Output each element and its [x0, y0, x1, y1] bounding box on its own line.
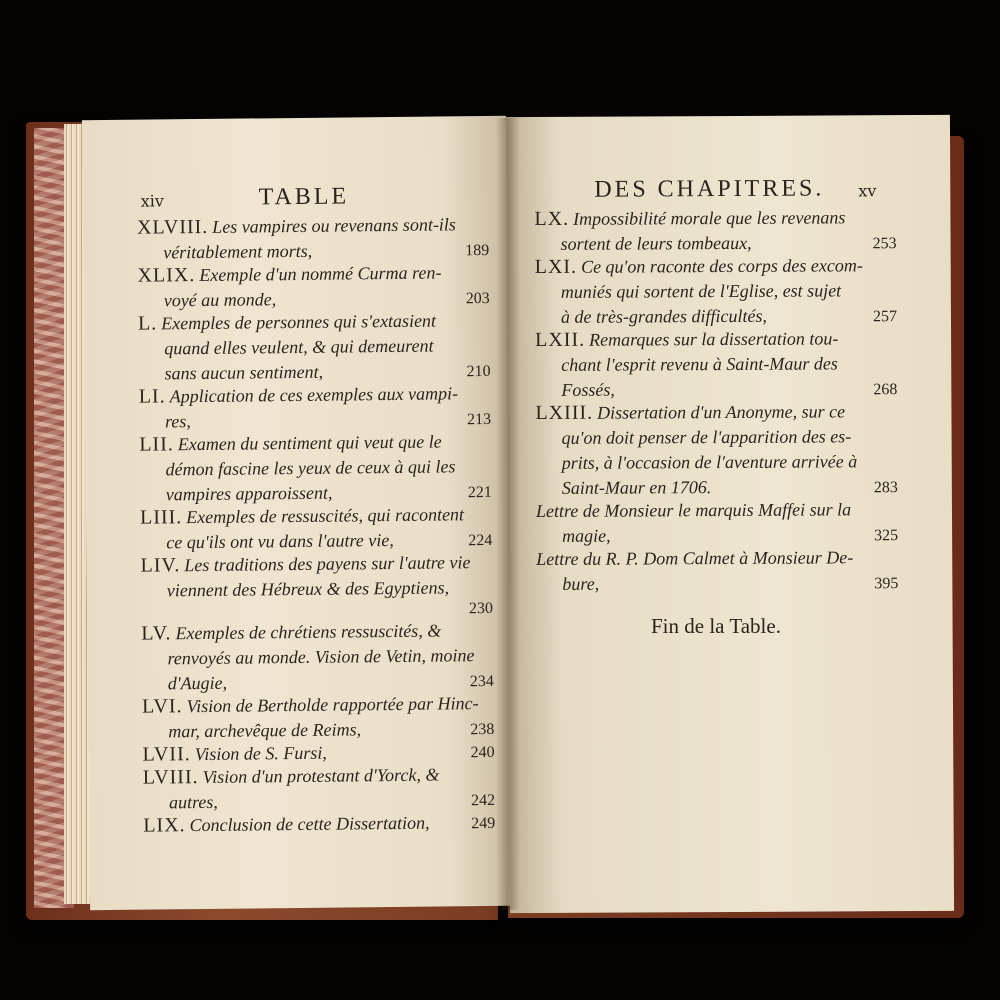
end-of-table: Fin de la Table. — [651, 614, 781, 638]
page-reference: 234 — [469, 672, 494, 691]
chapter-title-text: chant l'esprit revenu à Saint-Maur des — [561, 353, 838, 375]
chapter-number: LVII. — [142, 743, 191, 766]
toc-entry-line — [535, 351, 897, 378]
chapter-title-text: Exemple d'un nommé Curma ren- — [199, 262, 442, 286]
toc-entry-line — [536, 449, 898, 476]
chapter-title-text: Fossés, — [561, 379, 615, 400]
toc-entry — [139, 429, 492, 506]
page-reference: 249 — [471, 814, 496, 833]
chapter-title-text: Ce qu'on raconte des corps des excom- — [580, 255, 863, 277]
chapter-title-text: bure, — [562, 573, 600, 594]
toc-entry-line — [139, 381, 491, 410]
toc-entry — [143, 810, 495, 837]
chapter-title-text: Impossibilité morale que les revenans — [573, 207, 846, 229]
toc-entry — [137, 212, 489, 264]
left-page — [82, 116, 514, 910]
page-reference: 189 — [465, 241, 490, 260]
toc-entry — [142, 691, 494, 743]
chapter-title-text: Remarques sur la dissertation tou- — [589, 328, 839, 350]
page-reference: 203 — [465, 289, 490, 308]
toc-entry-line — [138, 333, 490, 362]
chapter-title-text: Dissertation d'un Anonyme, sur ce — [597, 401, 846, 423]
toc-entry — [140, 550, 493, 622]
chapter-title-text: viennent des Hébreux & des Egyptiens, — [166, 577, 450, 601]
toc-entry — [140, 502, 492, 554]
page-reference: 253 — [872, 235, 897, 253]
chapter-title-text: Exemples de chrétiens ressuscités, & — [175, 620, 442, 644]
book-gutter — [496, 118, 520, 910]
toc-entry-line — [137, 212, 489, 241]
toc-entry-line — [142, 691, 494, 720]
chapter-title-text: Lettre de Monsieur le marquis Maffei sur la — [535, 499, 852, 522]
page-number-right: xv — [858, 181, 877, 201]
chapter-number: XLVIII. — [136, 215, 209, 239]
chapter-number: LIV. — [140, 554, 181, 577]
chapter-title-text: autres, — [168, 791, 218, 813]
chapter-title-text: muniés qui sortent de l'Eglise, est sujet — [560, 280, 842, 302]
chapter-number: LXII. — [535, 328, 586, 352]
chapter-title-text: res, — [164, 411, 191, 432]
chapter-number: XLIX. — [137, 264, 196, 287]
page-number-left: xiv — [140, 191, 165, 211]
toc-entry-line — [139, 429, 491, 458]
chapter-number: LV. — [141, 622, 172, 645]
page-reference: 242 — [470, 791, 496, 810]
chapter-title-text: d'Augie, — [167, 672, 228, 694]
toc-entry-line — [143, 762, 495, 791]
right-page — [506, 115, 954, 913]
chapter-title-text: Les vampires ou revenans sont-ils — [212, 214, 456, 237]
chapter-number: LI. — [138, 385, 166, 408]
page-reference: 238 — [470, 720, 495, 739]
page-reference: 221 — [467, 483, 492, 502]
toc-entry-line — [141, 643, 493, 672]
chapter-title-text: sans aucun sentiment, — [164, 361, 324, 384]
running-head-right: DES CHAPITRES. — [594, 175, 825, 203]
chapter-title-text: Examen du sentiment qui veut que le — [177, 431, 442, 455]
toc-entry-line — [139, 454, 491, 483]
chapter-number: L. — [137, 312, 158, 335]
chapter-number: LVI. — [141, 695, 183, 718]
chapter-title-text: véritablement morts, — [163, 240, 313, 263]
toc-entry — [143, 762, 495, 814]
chapter-title-text: renvoyés au monde. Vision de Vetin, moine — [167, 645, 475, 669]
chapter-title-text: vampires apparoissent, — [165, 482, 333, 505]
toc-entry-line — [535, 253, 897, 280]
chapter-title-text: démon fascine les yeux de ceux à qui les — [165, 456, 456, 480]
toc-entry-line — [536, 497, 898, 524]
toc-entry — [138, 308, 491, 385]
chapter-title-text: Vision de Bertholde rapportée par Hinc- — [186, 693, 479, 717]
chapter-title-text: quand elles veulent, & qui demeurent — [164, 335, 434, 359]
toc-entry-line — [141, 575, 493, 604]
toc-entry-line — [137, 260, 489, 289]
page-reference: 268 — [873, 381, 898, 399]
toc-entries-right — [534, 205, 898, 595]
toc-entry — [536, 497, 898, 547]
chapter-title-text: Les traditions des payens sur l'autre vie — [184, 552, 471, 576]
toc-entry — [535, 326, 897, 401]
chapter-number: LIII. — [139, 506, 183, 529]
chapter-title-text: Lettre du R. P. Dom Calmet à Monsieur De- — [536, 547, 854, 570]
toc-entry — [536, 545, 898, 595]
toc-entry-line — [535, 326, 897, 353]
chapter-title-text: Vision d'un protestant d'Yorck, & — [202, 764, 440, 788]
chapter-number: LVIII. — [142, 766, 199, 789]
page-reference: 257 — [872, 308, 898, 326]
page-reference: 210 — [466, 362, 491, 381]
toc-entry — [141, 618, 494, 695]
chapter-title-text: Exemples de ressuscités, qui racontent — [186, 504, 465, 528]
toc-entry-line — [535, 278, 897, 305]
chapter-title-text: magie, — [562, 525, 611, 546]
toc-entry — [137, 260, 489, 312]
chapter-title-text: Saint-Maur en 1706. — [561, 477, 712, 498]
chapter-title-text: Application de ces exemples aux vampi- — [169, 383, 459, 407]
toc-entry-line — [536, 545, 898, 572]
toc-entry — [535, 399, 898, 499]
toc-entry-line — [138, 308, 490, 337]
chapter-number: LXIII. — [535, 401, 594, 425]
chapter-title-text: prits, à l'occasion de l'aventure arrivée à — [561, 451, 858, 473]
running-head-left: TABLE — [258, 183, 350, 211]
chapter-title-text: à de très-grandes difficultés, — [560, 305, 767, 327]
chapter-title-text: voyé au monde, — [163, 289, 277, 311]
page-reference: 240 — [470, 743, 495, 762]
toc-entry — [534, 205, 896, 255]
page-reference: 230 — [468, 599, 494, 618]
toc-entries-left — [137, 212, 495, 837]
chapter-title-text: mar, archevêque de Reims, — [168, 719, 362, 742]
toc-entry-line — [141, 618, 493, 647]
page-reference: 283 — [873, 479, 898, 497]
toc-entry-line — [534, 205, 896, 232]
toc-entry-line — [536, 424, 898, 451]
page-reference: 325 — [874, 527, 899, 545]
toc-entry — [535, 253, 897, 328]
chapter-title-text: ce qu'ils ont vu dans l'autre vie, — [166, 529, 394, 553]
chapter-number: LX. — [534, 207, 570, 231]
chapter-title-text: sortent de leurs tombeaux, — [560, 232, 752, 254]
toc-entry-line — [140, 550, 492, 579]
chapter-number: LII. — [139, 433, 174, 456]
chapter-title-text: Vision de S. Fursi, — [194, 742, 327, 765]
toc-entry-line — [140, 502, 492, 531]
page-reference: 395 — [874, 575, 899, 593]
chapter-number: LIX. — [143, 814, 186, 837]
toc-entry-line — [535, 399, 897, 426]
page-reference: 224 — [468, 531, 493, 550]
chapter-title-text: qu'on doit penser de l'apparition des es- — [561, 426, 852, 448]
chapter-title-text: Exemples de personnes qui s'extasient — [161, 310, 437, 334]
chapter-number: LXI. — [534, 255, 578, 279]
page-reference: 213 — [466, 410, 492, 429]
toc-entry — [139, 381, 491, 433]
chapter-title-text: Conclusion de cette Dissertation, — [189, 812, 430, 836]
